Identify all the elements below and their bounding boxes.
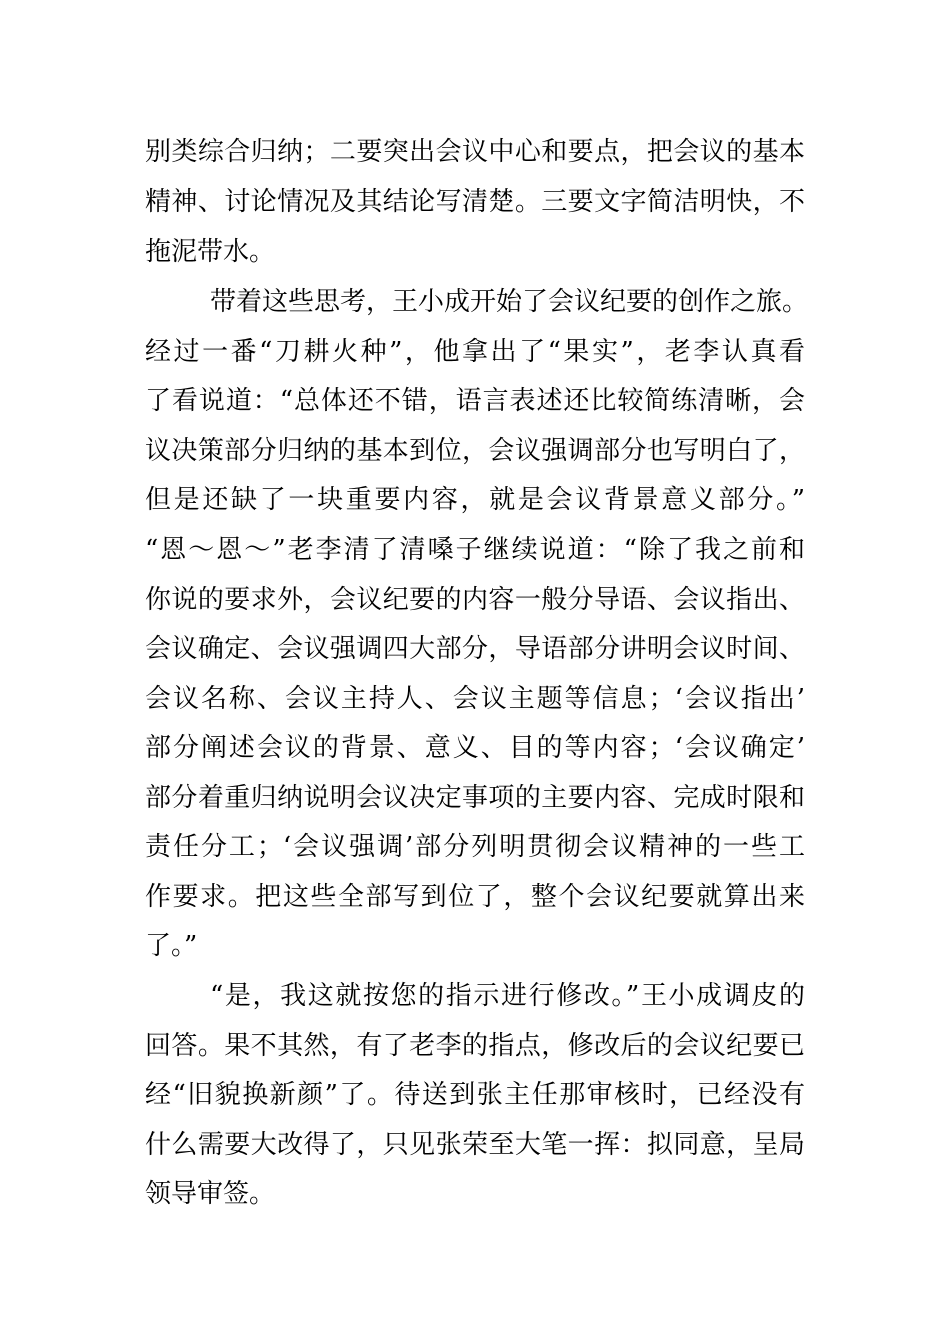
p3-line-4: 什么需要大改得了，只见张荣至大笔一挥：拟同意，呈局 (145, 1130, 805, 1160)
p2-line-2: 经过一番“刀耕火种”，他拿出了“果实”，老李认真看 (145, 337, 805, 367)
p2-line-13: 作要求。把这些全部写到位了，整个会议纪要就算出来 (145, 882, 805, 912)
p2-line-8: 会议确定、会议强调四大部分，导语部分讲明会议时间、 (145, 634, 805, 664)
p3-line-1: “是，我这就按您的指示进行修改。”王小成调皮的 (210, 981, 805, 1011)
p2-line-7: 你说的要求外，会议纪要的内容一般分导语、会议指出、 (145, 585, 805, 615)
p3-line-2: 回答。果不其然，有了老李的指点，修改后的会议纪要已 (145, 1031, 805, 1061)
p2-line-10: 部分阐述会议的背景、意义、目的等内容；‘会议确定’ (145, 733, 805, 763)
p1-line-1: 别类综合归纳；二要突出会议中心和要点，把会议的基本 (145, 137, 805, 167)
p2-line-1: 带着这些思考，王小成开始了会议纪要的创作之旅。 (210, 287, 809, 317)
p2-line-4: 议决策部分归纳的基本到位，会议强调部分也写明白了， (145, 436, 805, 466)
p1-line-3: 拖泥带水。 (145, 237, 276, 267)
p2-line-6: “恩～恩～”老李清了清嗓子继续说道：“除了我之前和 (145, 535, 805, 565)
p2-line-5: 但是还缺了一块重要内容，就是会议背景意义部分。” (145, 485, 805, 515)
p2-line-11: 部分着重归纳说明会议决定事项的主要内容、完成时限和 (145, 783, 805, 813)
p3-line-3: 经“旧貌换新颜”了。待送到张主任那审核时，已经没有 (145, 1080, 805, 1110)
p1-line-2: 精神、讨论情况及其结论写清楚。三要文字简洁明快，不 (145, 187, 805, 217)
p2-line-12: 责任分工；‘会议强调’部分列明贯彻会议精神的一些工 (145, 832, 805, 862)
p3-line-5: 领导审签。 (145, 1179, 276, 1209)
p2-line-3: 了看说道：“总体还不错，语言表述还比较简练清晰，会 (145, 386, 805, 416)
p2-line-14: 了。” (145, 931, 198, 961)
p2-line-9: 会议名称、会议主持人、会议主题等信息；‘会议指出’ (145, 684, 805, 714)
